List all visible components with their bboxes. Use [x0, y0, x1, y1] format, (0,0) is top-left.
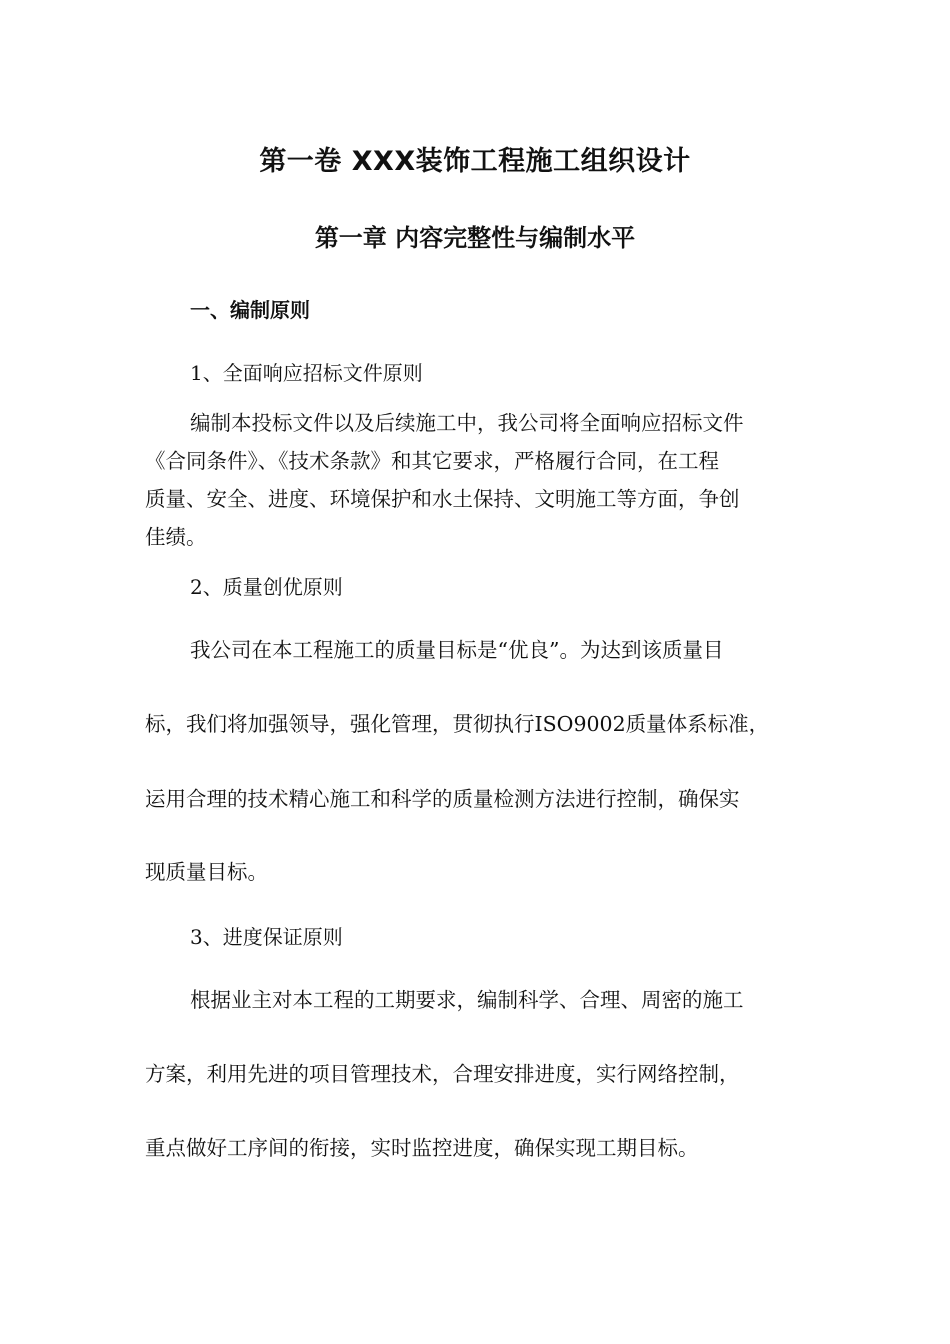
paragraph-line: 方案，利用先进的项目管理技术，合理安排进度，实行网络控制， — [145, 1062, 740, 1086]
paragraph-line: 运用合理的技术精心施工和科学的质量检测方法进行控制，确保实 — [145, 787, 740, 811]
principle-3-heading: 3、进度保证原则 — [190, 925, 343, 949]
principle-1-heading: 1、全面响应招标文件原则 — [190, 361, 423, 385]
paragraph-line: 我公司在本工程施工的质量目标是“优良”。为达到该质量目 — [190, 638, 724, 662]
paragraph-line: 佳绩。 — [145, 525, 207, 549]
paragraph-line: 现质量目标。 — [145, 860, 268, 884]
volume-title: 第一卷 XXX装饰工程施工组织设计 — [259, 146, 691, 177]
paragraph-line: 根据业主对本工程的工期要求，编制科学、合理、周密的施工 — [190, 988, 744, 1012]
section-title: 一、编制原则 — [190, 298, 310, 322]
paragraph-line: 重点做好工序间的衔接，实时监控进度，确保实现工期目标。 — [145, 1136, 699, 1160]
paragraph-line: 《合同条件》、《技术条款》和其它要求，严格履行合同，在工程 — [145, 449, 719, 473]
principle-2-heading: 2、质量创优原则 — [190, 575, 343, 599]
chapter-title: 第一章 内容完整性与编制水平 — [314, 224, 636, 252]
paragraph-line: 标，我们将加强领导，强化管理，贯彻执行ISO9002质量体系标准， — [145, 712, 770, 736]
paragraph-line: 编制本投标文件以及后续施工中，我公司将全面响应招标文件 — [190, 411, 744, 435]
paragraph-line: 质量、安全、进度、环境保护和水土保持、文明施工等方面，争创 — [145, 487, 740, 511]
